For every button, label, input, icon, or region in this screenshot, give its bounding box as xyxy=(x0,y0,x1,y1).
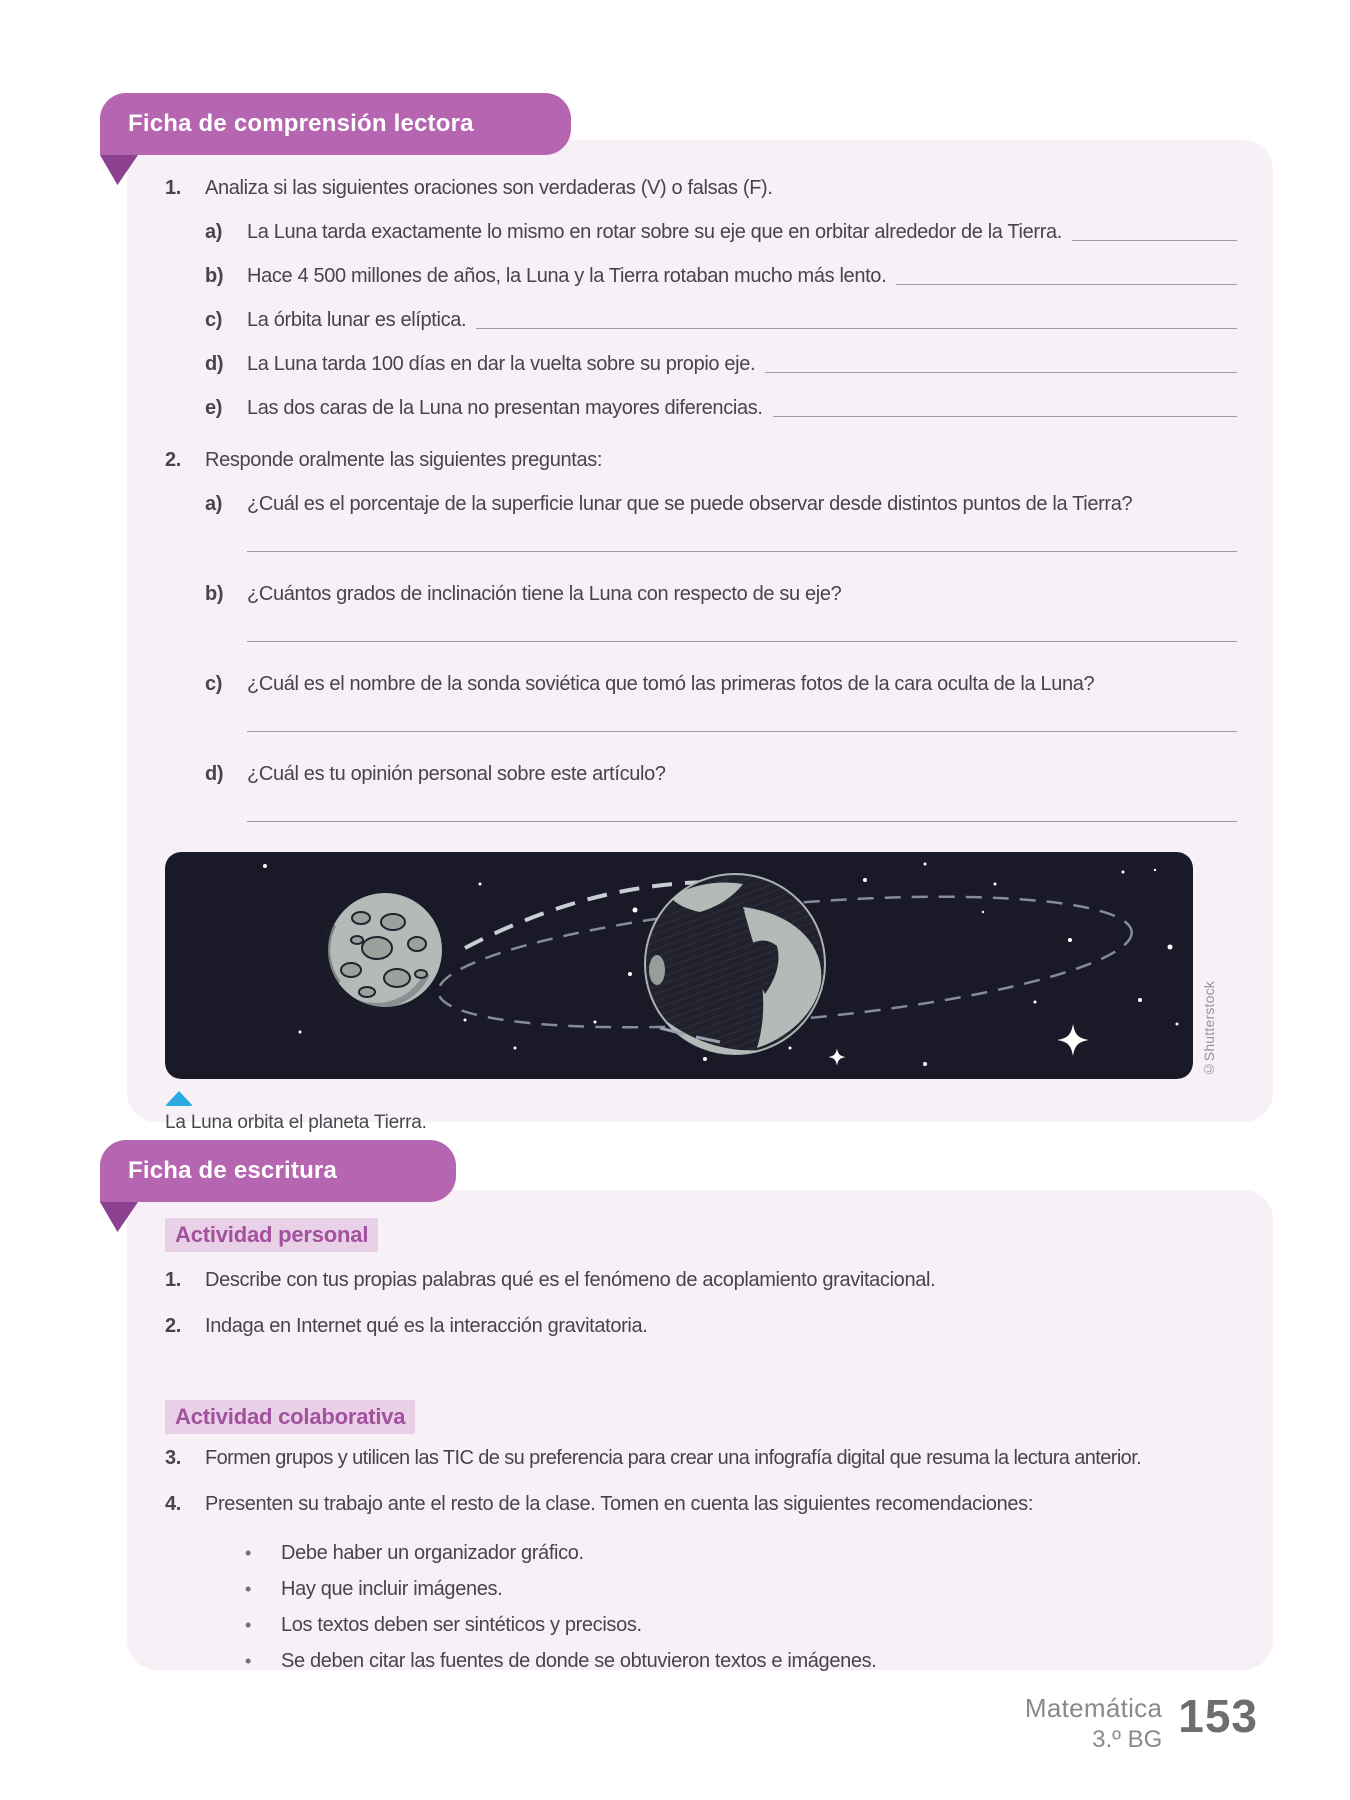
moon-earth-orbit-illustration xyxy=(165,852,1193,1079)
item-text: ¿Cuál es el porcentaje de la superficie lunar que se puede observar desde distintos puntos de la Tierra? xyxy=(247,493,1133,515)
page-number: 153 xyxy=(1178,1690,1258,1742)
item-text: Las dos caras de la Luna no presentan mayores diferencias. xyxy=(247,397,763,419)
list-item xyxy=(245,1650,1237,1673)
oral-item-a xyxy=(205,492,1237,516)
answer-blank xyxy=(896,264,1237,285)
item-label: d) xyxy=(205,763,224,785)
question-number: 1. xyxy=(165,177,181,199)
question-text: Analiza si las siguientes oraciones son verdaderas (V) o falsas (F). xyxy=(205,177,773,199)
panel-comprension xyxy=(127,140,1273,1133)
item-text: La Luna tarda exactamente lo mismo en rotar sobre su eje que en orbitar alrededor de la Tierra. xyxy=(247,221,1063,243)
bullet-text: Se deben citar las fuentes de donde se obtuvieron textos e imágenes. xyxy=(281,1650,877,1672)
tf-item-a xyxy=(205,220,1237,244)
question-text: Responde oralmente las siguientes preguntas: xyxy=(205,449,603,471)
item-text: ¿Cuál es el nombre de la sonda soviética que tomó las primeras fotos de la cara oculta de la Luna? xyxy=(247,673,1095,695)
item-text: Indaga en Internet qué es la interacción gravitatoria. xyxy=(205,1315,648,1337)
tab-comprension-title: Ficha de comprensión lectora xyxy=(128,110,474,137)
item-text: Formen grupos y utilicen las TIC de su preferencia para crear una infografía digital que resuma la lectura anterior. xyxy=(205,1447,1142,1469)
answer-rule xyxy=(247,550,1237,552)
colaborativa-item-4 xyxy=(165,1492,1237,1516)
personal-item-2 xyxy=(165,1314,1237,1338)
footer-subject-block xyxy=(1025,1693,1162,1754)
item-text: Describe con tus propias palabras qué es el fenómeno de acoplamiento gravitacional. xyxy=(205,1269,936,1291)
item-label: d) xyxy=(205,353,224,375)
tab-escritura-title: Ficha de escritura xyxy=(128,1157,338,1184)
bullet-text: Debe haber un organizador gráfico. xyxy=(281,1542,584,1564)
list-item xyxy=(245,1542,1237,1565)
footer-subject: Matemática xyxy=(1024,1693,1163,1723)
bullet-text: Los textos deben ser sintéticos y precisos. xyxy=(281,1614,642,1636)
heading-actividad-colaborativa: Actividad colaborativa xyxy=(165,1400,415,1434)
item-text: La órbita lunar es elíptica. xyxy=(247,309,467,331)
answer-blank xyxy=(1072,220,1237,241)
answer-blank xyxy=(476,308,1237,329)
question-number: 2. xyxy=(165,449,181,471)
bullet-icon: • xyxy=(245,1651,251,1671)
item-text: ¿Cuál es tu opinión personal sobre este artículo? xyxy=(247,763,666,785)
item-text: Hace 4 500 millones de años, la Luna y la Tierra rotaban mucho más lento. xyxy=(247,265,887,287)
oral-item-c xyxy=(205,672,1237,696)
item-label: a) xyxy=(205,221,223,243)
item-number: 3. xyxy=(165,1447,181,1469)
footer-grade: 3.º BG xyxy=(1092,1726,1163,1753)
tab-escritura xyxy=(100,1140,456,1202)
item-label: c) xyxy=(205,309,223,331)
personal-item-1 xyxy=(165,1268,1237,1292)
bullet-icon: • xyxy=(245,1543,251,1563)
question-2 xyxy=(165,448,1237,472)
item-number: 4. xyxy=(165,1493,181,1515)
item-label: a) xyxy=(205,493,223,515)
answer-rule xyxy=(247,640,1237,642)
heading-actividad-personal: Actividad personal xyxy=(165,1218,378,1252)
answer-blank xyxy=(765,352,1237,373)
tf-item-c xyxy=(205,308,1237,332)
oral-item-b xyxy=(205,582,1237,606)
item-text: Presenten su trabajo ante el resto de la clase. Tomen en cuenta las siguientes recomendaciones: xyxy=(205,1493,1034,1515)
tf-item-e xyxy=(205,396,1237,420)
answer-rule xyxy=(247,730,1237,732)
page-footer xyxy=(1024,1690,1258,1754)
figure-moon-earth xyxy=(165,852,1217,1079)
item-label: b) xyxy=(205,265,224,287)
bullet-icon: • xyxy=(245,1615,251,1635)
bullet-icon: • xyxy=(245,1579,251,1599)
bullet-text: Hay que incluir imágenes. xyxy=(281,1578,503,1600)
item-label: c) xyxy=(205,673,223,695)
question-1 xyxy=(165,176,1237,200)
tf-item-d xyxy=(205,352,1237,376)
panel-escritura xyxy=(127,1190,1273,1670)
oral-item-d xyxy=(205,762,1237,786)
tab-comprension-lectora xyxy=(100,93,571,155)
answer-blank xyxy=(773,396,1237,417)
item-label: b) xyxy=(205,583,224,605)
figure-caption-block xyxy=(165,1091,1237,1134)
item-number: 1. xyxy=(165,1269,181,1291)
item-label: e) xyxy=(205,397,223,419)
tf-item-b xyxy=(205,264,1237,288)
item-text: ¿Cuántos grados de inclinación tiene la Luna con respecto de su eje? xyxy=(247,583,842,605)
answer-rule xyxy=(247,820,1237,822)
recommendations-list xyxy=(165,1542,1237,1673)
colaborativa-item-3 xyxy=(165,1446,1237,1470)
caption-triangle-icon xyxy=(165,1091,193,1106)
list-item xyxy=(245,1578,1237,1601)
figure-credit: ©Shutterstock xyxy=(1201,980,1217,1077)
list-item xyxy=(245,1614,1237,1637)
item-text: La Luna tarda 100 días en dar la vuelta sobre su propio eje. xyxy=(247,353,756,375)
figure-caption: La Luna orbita el planeta Tierra. xyxy=(165,1112,427,1133)
item-number: 2. xyxy=(165,1315,181,1337)
